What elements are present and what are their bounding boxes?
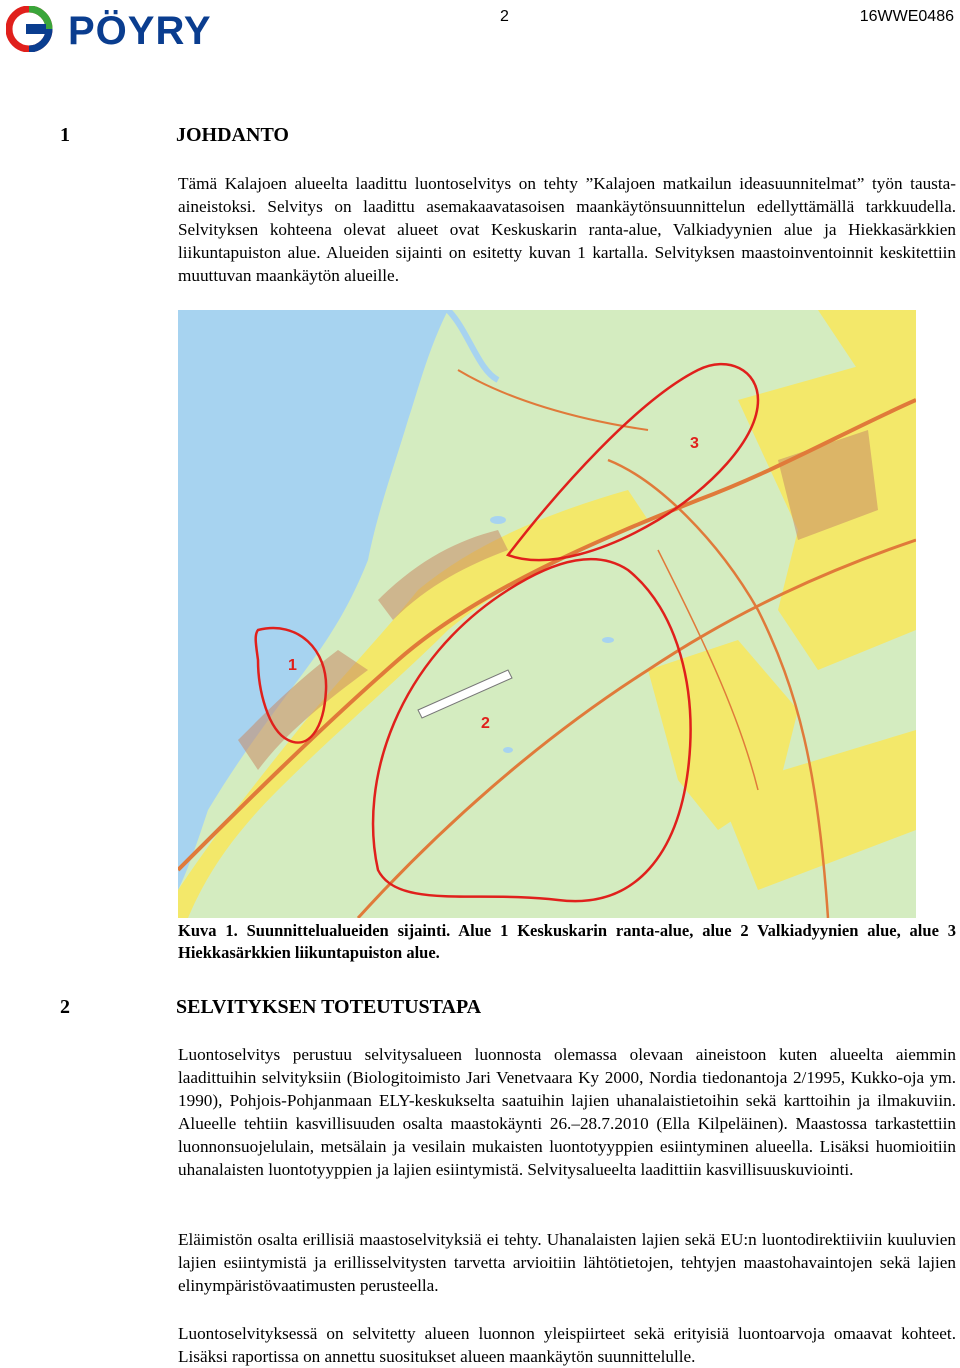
figure-caption: Kuva 1. Suunnittelualueiden sijainti. Alue 1 Keskuskarin ranta-alue, alue 2 Valkiadyynien alue, alue 3 Hiekkasärkkien liikuntapuiston alue. — [178, 921, 956, 962]
section-2-paragraph-1: Luontoselvitys perustuu selvitysalueen luonnosta olemassa olevaan aineistoon kuten alueelta aiemmin laadittuihin selvityksiin (Biologitoimisto Jari Venetvaara Ky 2000, Nordia tiedonantoja 2/1995, Kukko-oja ym. 1990), Pohjois-Pohjanmaan ELY-keskukselta saatuihin lajien uhanalaistietoihin sekä karttoihin ja ilmakuviin. Alueelle tehtiin kasvillisuuden osalta maastokäynti 26.–28.7.2010 (Ella Kilpeläinen). Maastossa tarkastettiin luonnonsuojelulain, metsälain ja vesilain mukaisten luontotyyppien esiintyminen alueella. Lisäksi huomioitiin uhanalaisten luontotyyppien ja lajien esiintymistä. Selvitysalueelta laadittiin kasvillisuuskuviointi. — [178, 1045, 956, 1179]
section-title: SELVITYKSEN TOTEUTUSTAPA — [176, 996, 482, 1018]
section-1-paragraph: Tämä Kalajoen alueelta laadittu luontoselvitys on tehty ”Kalajoen matkailun ideasuunnitelmat” työn tausta-aineistoksi. Selvitys on laadittu asemakaavatasoisen maankäytönsuunnittelun edellyttämällä tarkkuudella. Selvityksen kohteena olevat alueet ovat Keskuskarin ranta-alue, Valkiadyynien alue ja Hiekkasärkkien liikuntapuiston alue. Alueiden sijainti on esitetty kuvan 1 kartalla. Selvityksen maastoinventoinnit keskitettiin muuttuvan maankäytön alueille. — [178, 174, 956, 285]
area-1-label: 1 — [288, 657, 297, 674]
section-number: 1 — [60, 124, 70, 146]
logo-wordmark: PÖYRY — [68, 9, 212, 53]
page-number: 2 — [500, 8, 509, 25]
section-title: JOHDANTO — [176, 124, 289, 146]
document-id: 16WWE0486 — [859, 8, 954, 25]
area-3-label: 3 — [690, 435, 699, 452]
section-2-paragraph-3: Luontoselvityksessä on selvitetty alueen luonnon yleispiirteet sekä erityisiä luontoarvoja omaavat kohteet. Lisäksi raportissa on annettu suositukset alueen maankäytön suunnittelulle. — [178, 1324, 956, 1366]
area-2-label: 2 — [481, 715, 490, 732]
map-illustration — [178, 310, 916, 918]
poyry-logo-mark-icon — [6, 6, 66, 52]
poyry-logo — [6, 6, 246, 52]
location-map — [178, 310, 916, 918]
section-number: 2 — [60, 996, 70, 1018]
section-2-paragraph-2: Eläimistön osalta erillisiä maastoselvityksiä ei tehty. Uhanalaisten lajien sekä EU:n luontodirektiiviin kuuluvien lajien esiintymistä ja erillisselvitysten tarvetta arvioitiin lähtötietojen, tehtyjen maastohavaintojen sekä lajien elinympäristövaatimusten perusteella. — [178, 1230, 956, 1295]
lake-2 — [503, 747, 513, 753]
page-header — [0, 0, 960, 60]
lake-3 — [490, 516, 506, 524]
lake-1 — [602, 637, 614, 643]
